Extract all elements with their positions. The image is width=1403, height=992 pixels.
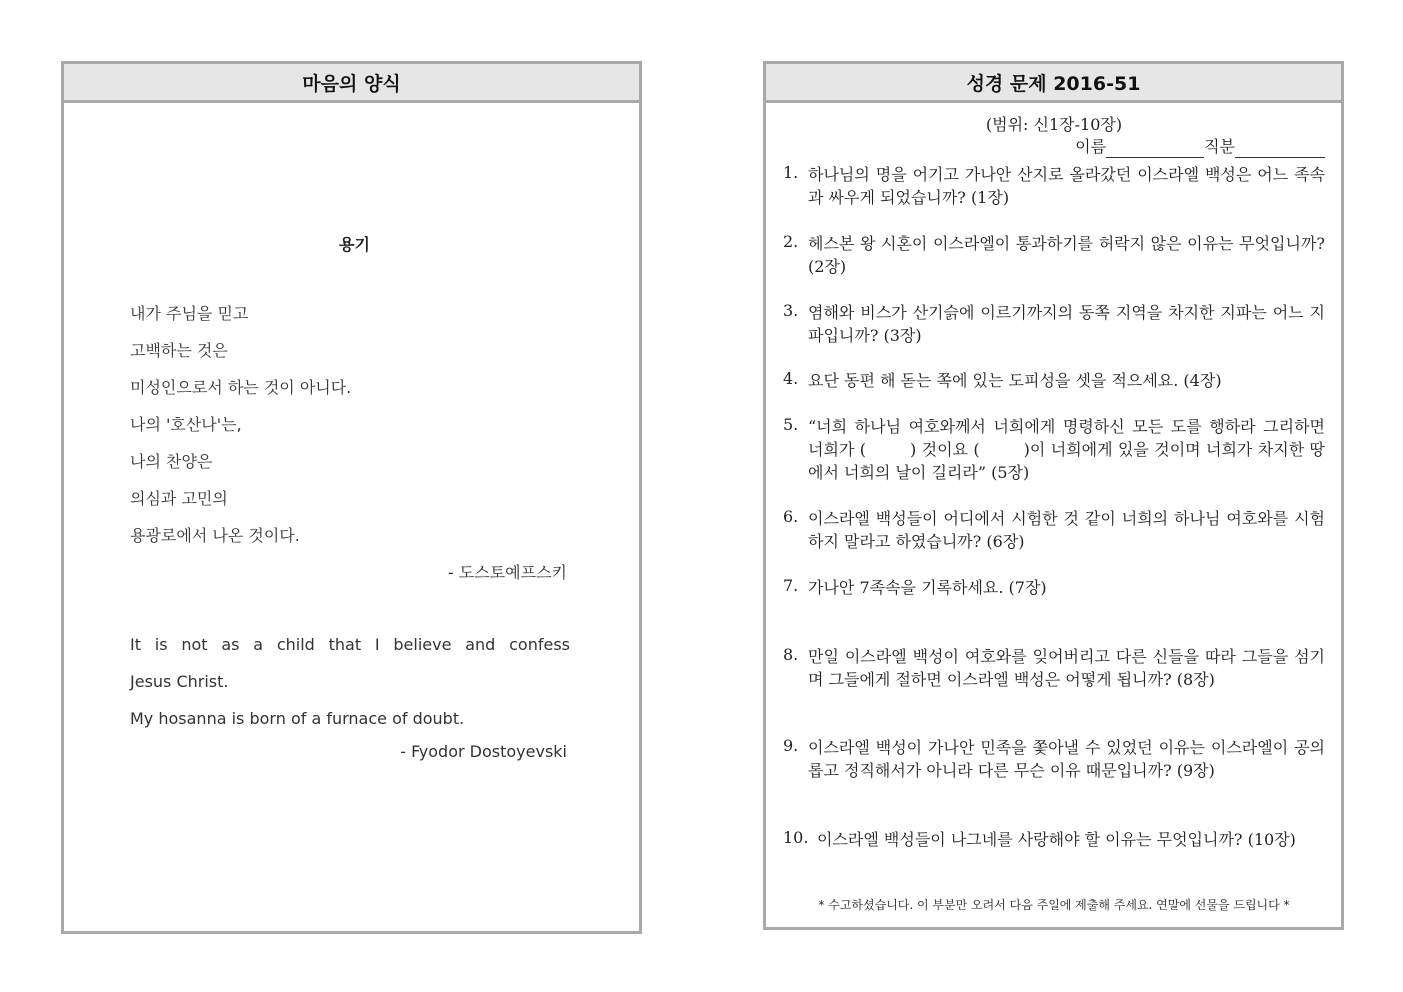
question-5: [783, 415, 1325, 484]
question-text: 요단 동편 해 돋는 쪽에 있는 도피성을 셋을 적으세요. (4장): [808, 371, 1222, 390]
english-line: It is not as a child that I believe and confess: [130, 635, 570, 654]
bible-quiz-panel: [763, 61, 1344, 930]
question-text-part: “너희 하나님 여호와께서 너희에게 명령하신 모든 도를 행하라 그리하면 너희가 (: [808, 417, 1325, 459]
name-row: [783, 136, 1325, 160]
poem-title: 용기: [339, 235, 370, 254]
english-line: My hosanna is born of a furnace of doubt.: [130, 709, 465, 728]
korean-poem: [130, 301, 570, 560]
question-text-part: )이 너희에게 있을 것이며 너희가 차지한 땅에서 너희의 날이 길리라” (5장): [808, 440, 1325, 482]
question-number: 8.: [783, 645, 799, 664]
question-1: [783, 163, 1325, 209]
position-label: 직분: [1204, 137, 1235, 156]
question-number: 6.: [783, 507, 799, 526]
quiz-header: 성경 문제 2016-51: [766, 64, 1341, 103]
poem-line: 용광로에서 나온 것이다.: [130, 526, 300, 545]
question-text: 헤스본 왕 시혼이 이스라엘이 통과하기를 허락지 않은 이유는 무엇입니까? (2장): [808, 234, 1325, 276]
submission-note: * 수고하셨습니다. 이 부분만 오려서 다음 주일에 제출해 주세요. 연말에 선물을 드립니다 *: [818, 898, 1290, 912]
question-text: 이스라엘 백성들이 어디에서 시험한 것 같이 너희의 하나님 여호와를 시험하지 말라고 하였습니까? (6장): [808, 509, 1325, 551]
question-10: [783, 828, 1325, 851]
question-3: [783, 301, 1325, 347]
question-2: [783, 232, 1325, 278]
question-text: 염해와 비스가 산기슭에 이르기까지의 동쪽 지역을 차지한 지파는 어느 지파입니까? (3장): [808, 303, 1325, 345]
question-number: 1.: [783, 163, 799, 182]
question-8: [783, 645, 1325, 691]
question-9: [783, 736, 1325, 782]
poem-line: 내가 주님을 믿고: [130, 304, 249, 323]
quiz-range: (범위: 신1장-10장): [985, 115, 1123, 134]
question-text: [808, 415, 1325, 484]
poem-line: 미성인으로서 하는 것이 아니다.: [130, 378, 352, 397]
question-number: 4.: [783, 369, 799, 388]
question-text: 가나안 7족속을 기록하세요. (7장): [808, 578, 1047, 597]
quiz-body: [783, 114, 1325, 912]
question-text: 하나님의 명을 어기고 가나안 산지로 올라갔던 이스라엘 백성은 어느 족속과 싸우게 되었습니까? (1장): [808, 165, 1325, 207]
question-text: 만일 이스라엘 백성이 여호와를 잊어버리고 다른 신들을 따라 그들을 섬기며 그들에게 절하면 이스라엘 백성은 어떻게 됩니까? (8장): [808, 647, 1325, 689]
english-author: - Fyodor Dostoyevski: [400, 742, 567, 761]
question-number: 2.: [783, 232, 799, 251]
poem-line: 나의 찬양은: [130, 452, 213, 471]
question-number: 9.: [783, 736, 799, 755]
question-number: 3.: [783, 301, 799, 320]
question-number: 5.: [783, 415, 799, 434]
question-number: 10.: [783, 828, 809, 847]
position-blank[interactable]: [1235, 141, 1325, 158]
english-quote: [130, 632, 570, 743]
meditation-panel: [61, 61, 642, 934]
english-line: Jesus Christ.: [130, 672, 229, 691]
question-7: [783, 576, 1325, 599]
name-label: 이름: [1075, 137, 1107, 156]
name-blank[interactable]: [1106, 141, 1204, 158]
poem-line: 고백하는 것은: [130, 341, 228, 360]
question-6: [783, 507, 1325, 553]
question-number: 7.: [783, 576, 799, 595]
question-text: 이스라엘 백성이 가나안 민족을 쫓아낼 수 있었던 이유는 이스라엘이 공의롭고 정직해서가 아니라 다른 무슨 이유 때문입니까? (9장): [808, 738, 1325, 780]
poem-line: 의심과 고민의: [130, 489, 228, 508]
meditation-header: 마음의 양식: [64, 64, 639, 103]
question-4: [783, 369, 1325, 392]
question-text-part: ) 것이요 (: [910, 440, 980, 459]
korean-author: - 도스토예프스키: [447, 563, 567, 582]
poem-line: 나의 '호산나'는,: [130, 415, 242, 434]
question-text: 이스라엘 백성들이 나그네를 사랑해야 할 이유는 무엇입니까? (10장): [817, 830, 1296, 849]
